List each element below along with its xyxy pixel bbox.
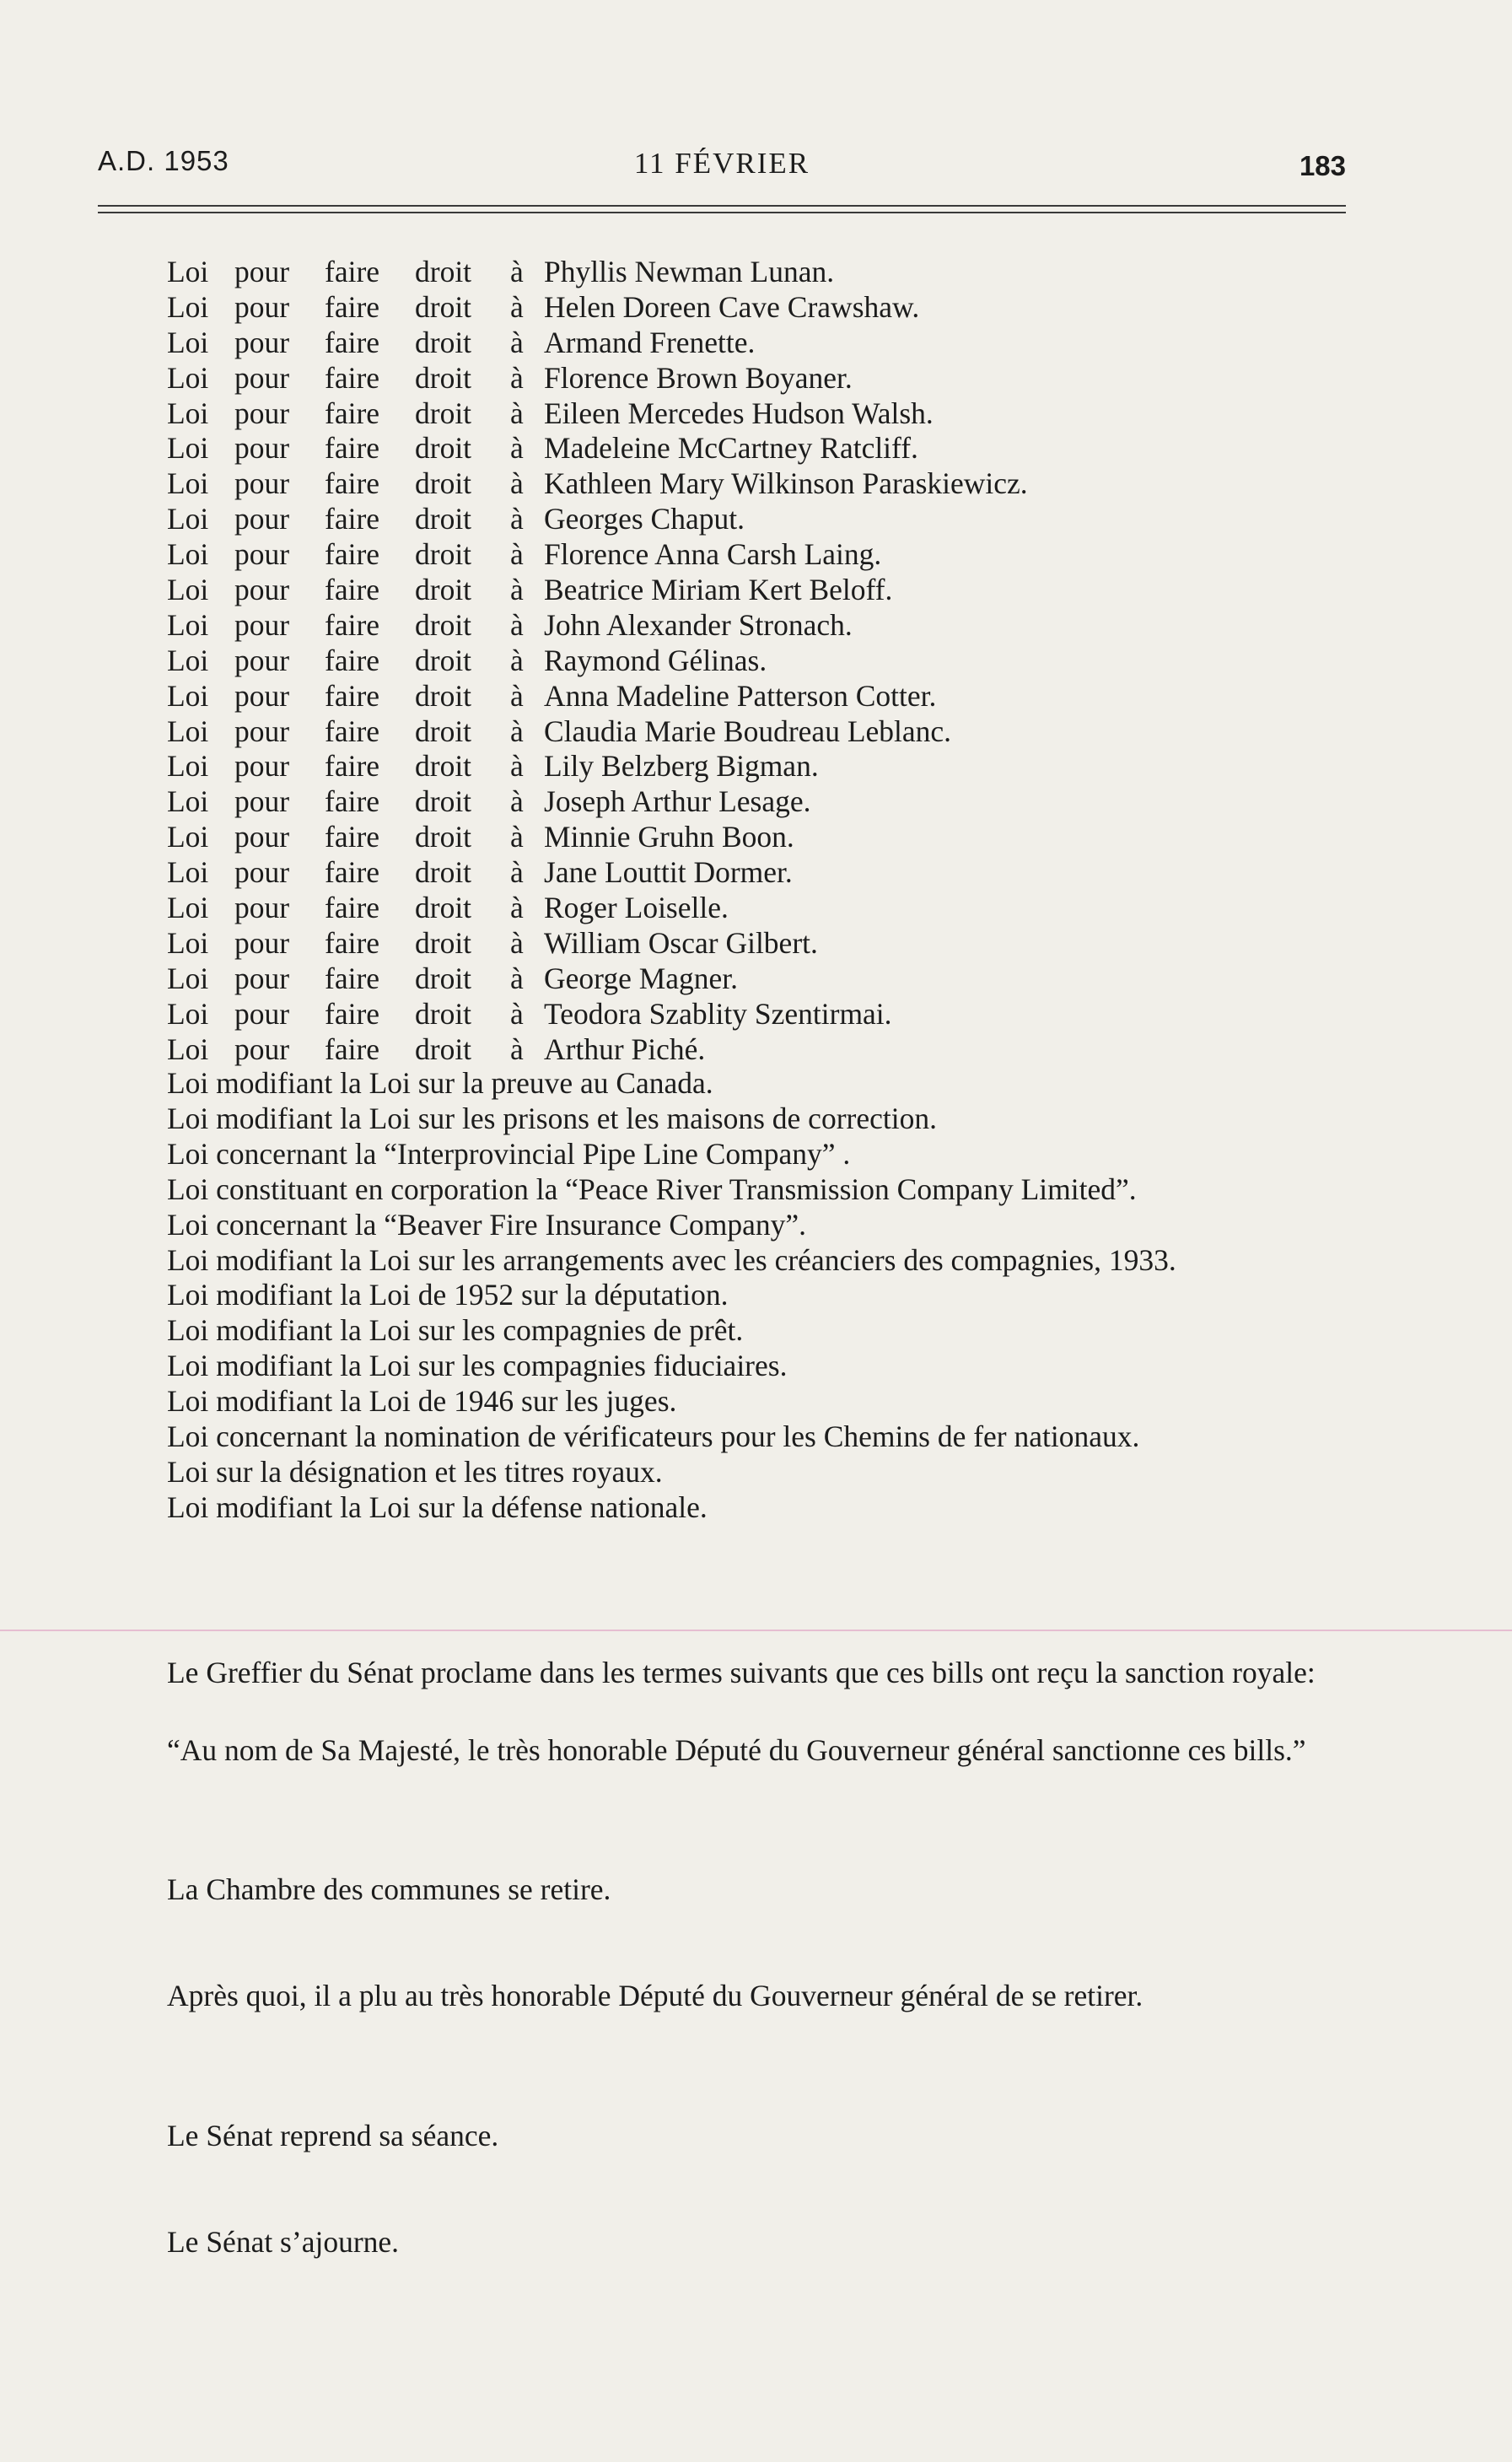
bill-prefix-word: pour [234,537,290,572]
bill-prefix-word: Loi [167,855,209,890]
bill-prefix-word: Loi [167,961,209,995]
bill-prefix-word: à [510,255,524,288]
bill-prefix-word: à [510,891,524,925]
bill-prefix-word: droit [415,749,472,784]
bill-prefix-word: à [510,1032,524,1066]
bill-prefix-word: droit [415,891,472,925]
bill-prefix-word: pour [234,466,290,501]
bill-prefix-word: à [510,925,524,960]
bill-prefix-word: pour [234,289,290,324]
bill-row [98,466,1346,502]
bill-prefix-word: faire [325,289,380,324]
bill-prefix-word: à [510,396,524,430]
bill-row [98,255,1346,290]
bill-prefix-word: pour [234,855,290,890]
bill-prefix-word: à [510,502,524,536]
other-bill-list [98,1066,1346,1526]
bill-prefix-word: droit [415,289,472,324]
bill-row [98,608,1346,644]
bill-beneficiary: Armand Frenette. [544,325,756,359]
bill-prefix-word: faire [325,996,380,1031]
bill-beneficiary: Arthur Piché. [544,1032,706,1066]
bill-prefix-word: droit [415,1032,472,1066]
bill-title: Loi modifiant la Loi sur les compagnies fiduciaires. [167,1349,788,1383]
bill-prefix-word: droit [415,678,472,713]
bill-row [98,855,1346,891]
bill-prefix-word: faire [325,678,380,713]
bill-prefix-word: droit [415,925,472,960]
bill-title: Loi modifiant la Loi sur les compagnies de prêt. [167,1313,744,1348]
bill-prefix-word: à [510,289,524,324]
senate-resumes: Le Sénat reprend sa séance. [167,2119,499,2152]
bill-prefix-word: Loi [167,289,209,324]
bill-prefix-word: faire [325,820,380,854]
bill-prefix-word: pour [234,961,290,995]
bill-beneficiary: Raymond Gélinas. [544,643,767,677]
bill-prefix-word: Loi [167,466,209,501]
bill-beneficiary: Roger Loiselle. [544,891,729,925]
commons-withdraws: La Chambre des communes se retire. [167,1872,611,1906]
bill-title: Loi concernant la “Interprovincial Pipe Line Company” . [167,1136,851,1171]
bill-title: Loi sur la désignation et les titres royaux. [167,1454,663,1489]
bill-beneficiary: Lily Belzberg Bigman. [544,749,819,784]
bill-title: Loi modifiant la Loi de 1952 sur la députation. [167,1278,729,1312]
bill-title: Loi modifiant la Loi sur les prisons et les maisons de correction. [167,1101,937,1135]
bill-beneficiary: Phyllis Newman Lunan. [544,255,835,288]
bill-prefix-word: pour [234,396,290,430]
bill-prefix-word: droit [415,855,472,890]
bill-prefix-word: Loi [167,325,209,359]
bill-beneficiary: Florence Brown Boyaner. [544,360,853,395]
bill-beneficiary: Claudia Marie Boudreau Leblanc. [544,714,952,748]
bill-prefix-word: pour [234,1032,290,1066]
bill-prefix-word: droit [415,255,472,288]
bill-prefix-word: pour [234,325,290,359]
bill-prefix-word: droit [415,714,472,748]
bill-prefix-word: à [510,855,524,890]
bill-prefix-word: faire [325,961,380,995]
bill-prefix-word: Loi [167,925,209,960]
bill-beneficiary: John Alexander Stronach. [544,607,853,642]
bill-prefix-word: faire [325,925,380,960]
bill-prefix-word: pour [234,925,290,960]
bill-prefix-word: pour [234,784,290,819]
bill-row [98,749,1346,784]
bill-prefix-word: faire [325,573,380,607]
bill-title: Loi concernant la “Beaver Fire Insurance Company”. [167,1207,806,1242]
bill-prefix-word: faire [325,749,380,784]
bill-prefix-word: droit [415,784,472,819]
bill-row [98,361,1346,396]
bill-row [98,537,1346,573]
bill-prefix-word: à [510,714,524,748]
bill-beneficiary: Florence Anna Carsh Laing. [544,537,882,572]
bill-title: Loi modifiant la Loi de 1946 sur les juges. [167,1384,677,1419]
bill-prefix-word: à [510,784,524,819]
bill-prefix-word: Loi [167,573,209,607]
bill-beneficiary: Helen Doreen Cave Crawshaw. [544,289,920,324]
bill-prefix-word: faire [325,255,380,288]
bill-prefix-word: pour [234,573,290,607]
bill-prefix-word: Loi [167,1032,209,1066]
bill-prefix-word: Loi [167,891,209,925]
bill-prefix-word: pour [234,502,290,536]
bill-prefix-word: Loi [167,431,209,466]
bill-prefix-word: droit [415,396,472,430]
bill-prefix-word: droit [415,360,472,395]
bill-row [98,714,1346,750]
bill-title: Loi modifiant la Loi sur la preuve au Canada. [167,1066,713,1100]
bill-row [98,573,1346,608]
bill-prefix-word: Loi [167,360,209,395]
bill-title: Loi modifiant la Loi sur les arrangements avec les créanciers des compagnies, 1933. [167,1242,1176,1277]
bill-beneficiary: George Magner. [544,961,739,995]
paper-mark [0,1630,1512,1631]
header-rule-bottom [98,212,1346,213]
bill-prefix-word: droit [415,502,472,536]
bill-prefix-word: faire [325,607,380,642]
bill-prefix-word: Loi [167,396,209,430]
bill-prefix-word: à [510,607,524,642]
bill-prefix-word: faire [325,360,380,395]
bill-prefix-word: Loi [167,996,209,1031]
bill-prefix-word: droit [415,466,472,501]
bill-beneficiary: Anna Madeline Patterson Cotter. [544,678,937,713]
bill-prefix-word: faire [325,784,380,819]
clerk-proclamation: Le Greffier du Sénat proclame dans les termes suivants que ces bills ont reçu la sanction royale: [167,1656,1316,1689]
bill-prefix-word: pour [234,431,290,466]
bill-row [98,891,1346,926]
bill-prefix-word: à [510,643,524,677]
bill-prefix-word: Loi [167,678,209,713]
header-rule-top [98,205,1346,207]
bill-beneficiary: Beatrice Miriam Kert Beloff. [544,573,893,607]
bill-title: Loi constituant en corporation la “Peace River Transmission Company Limited”. [167,1172,1137,1206]
bill-prefix-word: pour [234,607,290,642]
bill-prefix-word: à [510,360,524,395]
bill-prefix-word: pour [234,643,290,677]
header-date: 11 FÉVRIER [633,147,810,180]
bill-title: Loi concernant la nomination de vérificateurs pour les Chemins de fer nationaux. [167,1420,1140,1454]
bill-beneficiary: Madeleine McCartney Ratcliff. [544,431,918,466]
bill-beneficiary: Kathleen Mary Wilkinson Paraskiewicz. [544,466,1028,501]
bill-beneficiary: Teodora Szablity Szentirmai. [544,996,892,1031]
bill-prefix-word: faire [325,396,380,430]
bill-prefix-word: à [510,325,524,359]
bill-prefix-word: pour [234,996,290,1031]
bill-beneficiary: William Oscar Gilbert. [544,925,818,960]
bill-prefix-word: Loi [167,502,209,536]
bill-prefix-word: Loi [167,607,209,642]
bill-prefix-word: faire [325,643,380,677]
bill-prefix-word: pour [234,678,290,713]
deputy-retires: Après quoi, il a plu au très honorable Député du Gouverneur général de se retirer. [167,1979,1143,2012]
bill-prefix-word: pour [234,749,290,784]
bill-prefix-word: droit [415,573,472,607]
bill-prefix-word: Loi [167,714,209,748]
bill-row [98,997,1346,1032]
bill-prefix-word: pour [234,891,290,925]
bill-prefix-word: faire [325,431,380,466]
bill-beneficiary: Georges Chaput. [544,502,745,536]
bill-title: Loi modifiant la Loi sur la défense nationale. [167,1490,708,1524]
bill-prefix-word: faire [325,325,380,359]
bill-row [98,644,1346,679]
bill-prefix-word: à [510,820,524,854]
bill-prefix-word: à [510,537,524,572]
bill-prefix-word: faire [325,714,380,748]
bill-prefix-word: Loi [167,255,209,288]
bill-beneficiary: Eileen Mercedes Hudson Walsh. [544,396,934,430]
bill-prefix-word: à [510,573,524,607]
bill-prefix-word: pour [234,820,290,854]
bill-prefix-word: droit [415,961,472,995]
bill-row [98,784,1346,820]
page-number: 183 [1299,150,1346,181]
bill-prefix-word: à [510,431,524,466]
bill-row [98,679,1346,714]
bill-prefix-word: droit [415,537,472,572]
divorce-bill-list [98,255,1346,1067]
bill-prefix-word: droit [415,325,472,359]
bill-prefix-word: faire [325,891,380,925]
bill-prefix-word: droit [415,607,472,642]
bill-prefix-word: à [510,466,524,501]
bill-prefix-word: Loi [167,784,209,819]
bill-row [98,820,1346,855]
bill-prefix-word: Loi [167,537,209,572]
bill-beneficiary: Jane Louttit Dormer. [544,855,793,890]
bill-row [98,431,1346,466]
bill-prefix-word: droit [415,643,472,677]
bill-prefix-word: pour [234,255,290,288]
bill-row [98,926,1346,962]
bill-prefix-word: faire [325,1032,380,1066]
bill-prefix-word: à [510,961,524,995]
page-header [98,145,1346,187]
bill-prefix-word: à [510,678,524,713]
bill-row [98,396,1346,432]
bill-prefix-word: pour [234,714,290,748]
bill-prefix-word: droit [415,996,472,1031]
header-year: A.D. 1953 [98,145,229,176]
bill-prefix-word: Loi [167,749,209,784]
bill-prefix-word: Loi [167,820,209,854]
bill-row [98,502,1346,537]
bill-prefix-word: faire [325,502,380,536]
bill-prefix-word: faire [325,466,380,501]
bill-prefix-word: à [510,749,524,784]
royal-assent-quote: “Au nom de Sa Majesté, le très honorable Député du Gouverneur général sanctionne ces bills.” [167,1733,1306,1767]
journal-page [98,0,1346,2462]
bill-row [98,962,1346,997]
bill-row [98,326,1346,361]
bill-prefix-word: droit [415,431,472,466]
bill-row [98,1032,1346,1068]
bill-row [98,290,1346,326]
bill-beneficiary: Joseph Arthur Lesage. [544,784,811,819]
bill-prefix-word: droit [415,820,472,854]
senate-adjourns: Le Sénat s’ajourne. [167,2225,400,2259]
bill-prefix-word: faire [325,537,380,572]
bill-prefix-word: Loi [167,643,209,677]
bill-prefix-word: pour [234,360,290,395]
bill-beneficiary: Minnie Gruhn Boon. [544,820,794,854]
bill-prefix-word: à [510,996,524,1031]
bill-prefix-word: faire [325,855,380,890]
